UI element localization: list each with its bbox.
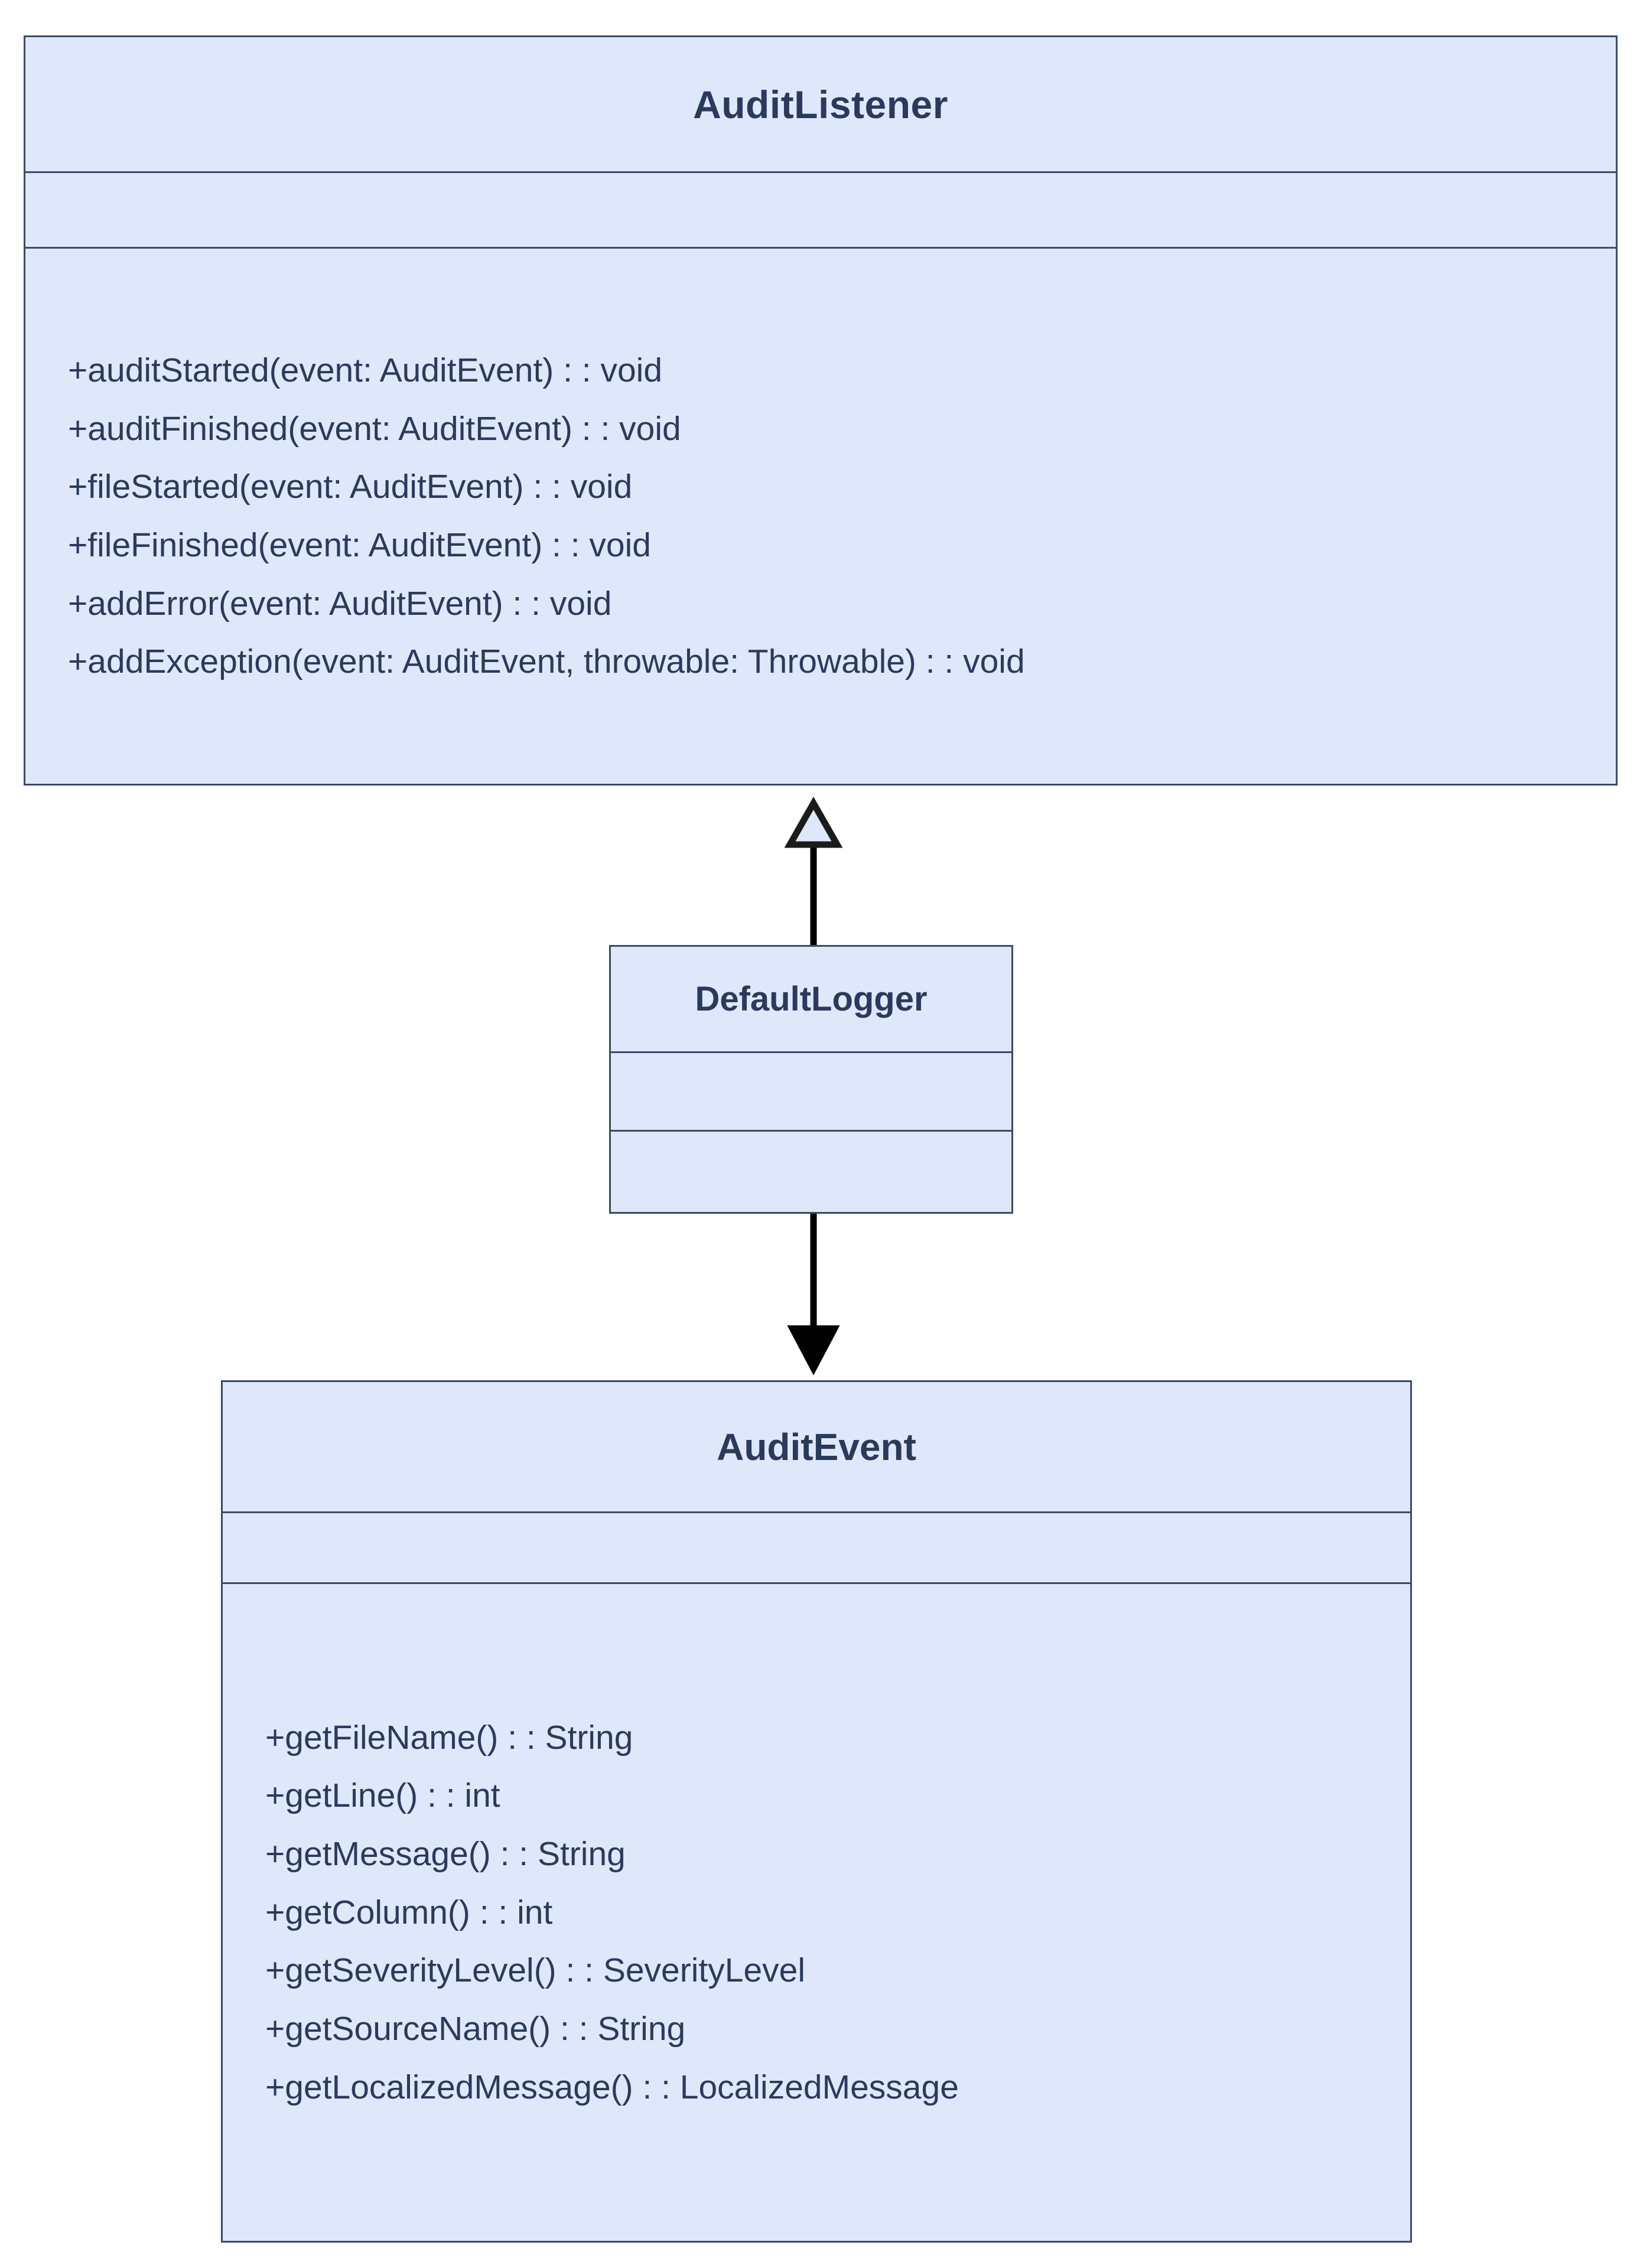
class-method: +getColumn() : : int <box>265 1893 553 1931</box>
class-method: +addException(event: AuditEvent, throwable: Throwable) : : void <box>68 643 1025 681</box>
class-method: +auditFinished(event: AuditEvent) : : void <box>68 409 681 448</box>
class-method: +fileFinished(event: AuditEvent) : : void <box>68 526 651 564</box>
class-method: +getLocalizedMessage() : : LocalizedMessage <box>265 2068 959 2106</box>
class-methods-auditevent <box>223 1584 1410 2241</box>
class-box-auditevent[interactable] <box>221 1380 1412 2243</box>
class-attributes-auditevent <box>223 1513 1410 1584</box>
class-method: +getSourceName() : : String <box>265 2009 686 2048</box>
class-box-defaultlogger[interactable] <box>609 945 1013 1214</box>
connector-association-defaultlogger-to-auditevent <box>791 1214 836 1370</box>
class-methods-defaultlogger <box>611 1132 1011 1212</box>
class-method: +addError(event: AuditEvent) : : void <box>68 584 612 623</box>
connector-generalization-defaultlogger-to-auditlistener <box>790 803 837 945</box>
class-attributes-auditlistener <box>25 173 1616 249</box>
class-title-auditlistener: AuditListener <box>25 37 1616 173</box>
class-title-auditevent: AuditEvent <box>223 1382 1410 1513</box>
class-methods-auditlistener <box>25 249 1616 784</box>
class-method: +getSeverityLevel() : : SeverityLevel <box>265 1951 806 1990</box>
class-method: +getLine() : : int <box>265 1777 500 1815</box>
class-attributes-defaultlogger <box>611 1053 1011 1132</box>
class-method: +auditStarted(event: AuditEvent) : : void <box>68 351 663 390</box>
class-method: +getMessage() : : String <box>265 1835 626 1873</box>
class-method: +fileStarted(event: AuditEvent) : : void <box>68 468 633 506</box>
class-title-defaultlogger: DefaultLogger <box>611 947 1011 1053</box>
class-box-auditlistener[interactable] <box>24 35 1618 786</box>
class-method: +getFileName() : : String <box>265 1718 633 1757</box>
